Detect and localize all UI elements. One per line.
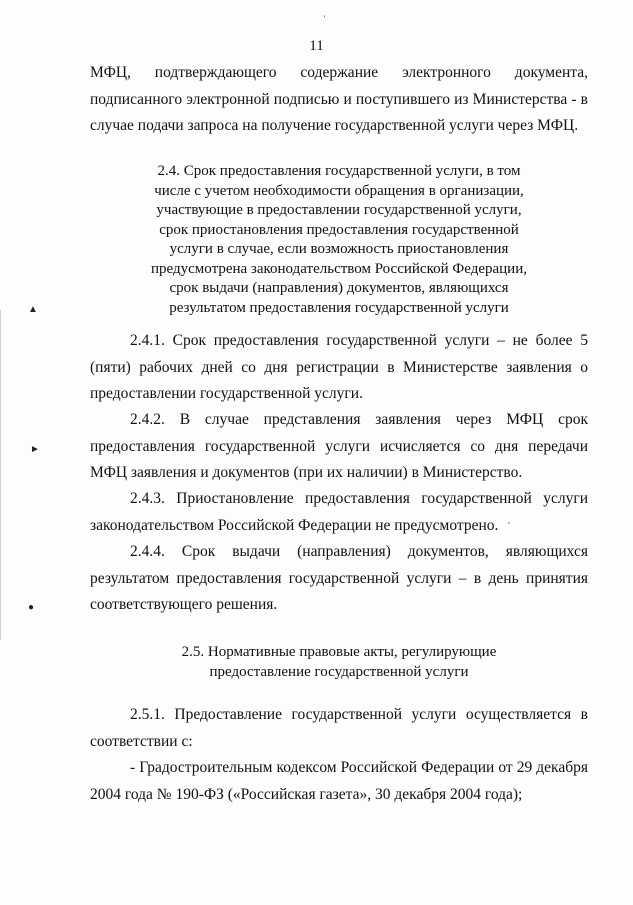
paragraph-2-4-4: 2.4.4. Срок выдачи (направления) документов, являющихся результатом предоставления государственной услуги – в день принятия соответствующего решения. xyxy=(90,543,588,613)
scan-mark: , xyxy=(508,516,510,525)
heading-line: числе с учетом необходимости обращения в организации, xyxy=(154,182,524,199)
paragraph-2-5-1: 2.5.1. Предоставление государственной услуги осуществляется в соответствии с: xyxy=(90,706,588,750)
paragraph-2-4-3: 2.4.3. Приостановление предоставления государственной услуги законодательством Российской Федерации не предусмотрено. xyxy=(90,490,588,534)
heading-line: результатом предоставления государственной услуги xyxy=(169,299,509,316)
heading-line: 2.4. Срок предоставления государственной услуги, в том xyxy=(157,163,521,179)
heading-line: 2.5. Нормативные правовые акты, регулирующие xyxy=(181,644,497,660)
page-number: 11 xyxy=(309,38,324,54)
heading-line: срок выдачи (направления) документов, являющихся xyxy=(169,280,509,296)
heading-line: предоставление государственной услуги xyxy=(209,663,469,680)
scan-mark: ● xyxy=(28,602,35,613)
scan-mark: ▲ xyxy=(28,304,38,315)
section-heading-2-4 xyxy=(90,162,588,318)
paragraph-law-reference: - Градостроительным кодексом Российской Федерации от 29 декабря 2004 года № 190-ФЗ («Российская газета», 30 декабря 2004 года); xyxy=(90,759,588,803)
scan-mark: ' xyxy=(324,14,326,23)
paragraph-intro: МФЦ, подтверждающего содержание электронного документа, подписанного электронной подписью и поступившего из Министерства - в случае подачи запроса на получение государственной услуги через МФЦ. xyxy=(90,64,588,134)
heading-line: срок приостановления предоставления государственной xyxy=(159,221,519,238)
section-heading-2-5 xyxy=(90,643,588,682)
paragraph-2-4-1: 2.4.1. Срок предоставления государственной услуги – не более 5 (пяти) рабочих дней со дня регистрации в Министерстве заявления о предоставлении государственной услуги. xyxy=(90,332,588,402)
paragraph-2-4-2: 2.4.2. В случае представления заявления через МФЦ срок предоставления государственной услуги исчисляется со дня передачи МФЦ заявления и документов (при их наличии) в Министерство. xyxy=(90,411,588,481)
heading-line: участвующие в предоставлении государственной услуги, xyxy=(156,202,522,218)
scan-edge-line xyxy=(0,310,1,640)
heading-line: услуги в случае, если возможность приостановления xyxy=(169,241,509,257)
scan-mark: ► xyxy=(30,444,40,455)
heading-line: предусмотрена законодательством Российской Федерации, xyxy=(151,260,527,277)
